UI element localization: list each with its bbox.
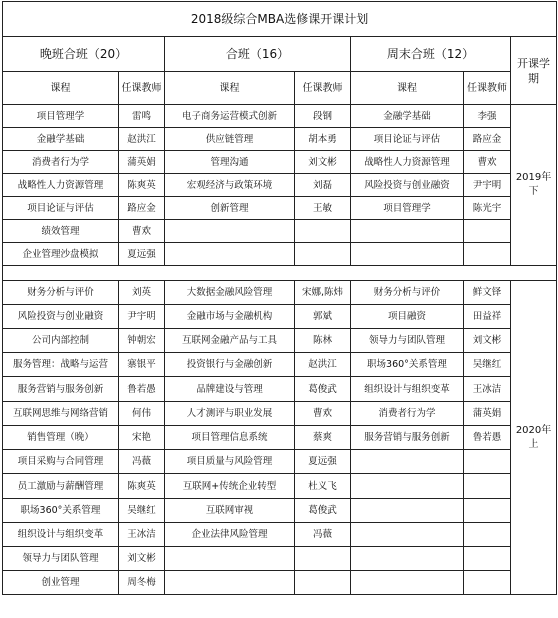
course-cell: 职场360°关系管理 <box>3 499 119 523</box>
semester-cell: 2020年上 <box>511 281 557 595</box>
teacher-cell: 路应金 <box>464 128 511 151</box>
teacher-cell <box>464 547 511 571</box>
teacher-cell: 尹宇明 <box>464 174 511 197</box>
spacer-row <box>3 266 557 281</box>
course-cell: 创业管理 <box>3 571 119 595</box>
course-cell: 投资银行与金融创新 <box>165 353 295 377</box>
teacher-cell <box>464 220 511 243</box>
teacher-cell <box>464 523 511 547</box>
group-evening: 晚班合班（20） <box>3 37 165 72</box>
teacher-cell <box>464 474 511 499</box>
teacher-cell: 冯薇 <box>119 450 165 474</box>
course-cell: 项目管理学 <box>351 197 464 220</box>
course-cell: 绩效管理 <box>3 220 119 243</box>
table-row <box>3 426 557 450</box>
course-cell <box>351 571 464 595</box>
course-cell <box>351 547 464 571</box>
course-cell <box>351 499 464 523</box>
teacher-header: 任课教师 <box>295 72 351 105</box>
course-cell: 项目论证与评估 <box>351 128 464 151</box>
table-row <box>3 281 557 305</box>
group-weekend: 周末合班（12） <box>351 37 511 72</box>
teacher-cell: 陈林 <box>295 329 351 353</box>
table-row <box>3 197 557 220</box>
teacher-cell <box>464 571 511 595</box>
table-row <box>3 353 557 377</box>
course-cell: 财务分析与评价 <box>3 281 119 305</box>
teacher-cell: 王冰洁 <box>464 377 511 402</box>
teacher-cell: 夏远强 <box>119 243 165 266</box>
teacher-cell: 周冬梅 <box>119 571 165 595</box>
course-cell: 消费者行为学 <box>3 151 119 174</box>
course-cell: 风险投资与创业融资 <box>351 174 464 197</box>
teacher-cell: 夏远强 <box>295 450 351 474</box>
course-cell: 企业管理沙盘模拟 <box>3 243 119 266</box>
table-row <box>3 243 557 266</box>
course-cell: 财务分析与评价 <box>351 281 464 305</box>
course-cell <box>351 474 464 499</box>
table-row <box>3 174 557 197</box>
course-cell: 金融市场与金融机构 <box>165 305 295 329</box>
course-cell: 宏观经济与政策环境 <box>165 174 295 197</box>
table-row <box>3 128 557 151</box>
teacher-cell: 曹欢 <box>464 151 511 174</box>
course-cell <box>165 571 295 595</box>
course-cell: 大数据金融风险管理 <box>165 281 295 305</box>
table-row <box>3 329 557 353</box>
teacher-cell: 陈爽英 <box>119 174 165 197</box>
teacher-cell: 陈爽英 <box>119 474 165 499</box>
course-cell: 风险投资与创业融资 <box>3 305 119 329</box>
table-row <box>3 450 557 474</box>
teacher-cell: 田益祥 <box>464 305 511 329</box>
teacher-cell: 郭斌 <box>295 305 351 329</box>
teacher-cell: 李强 <box>464 105 511 128</box>
course-cell <box>165 547 295 571</box>
teacher-cell: 钟朝宏 <box>119 329 165 353</box>
teacher-cell <box>464 499 511 523</box>
teacher-cell: 鲁若愚 <box>464 426 511 450</box>
course-header: 课程 <box>351 72 464 105</box>
course-cell: 员工激励与薪酬管理 <box>3 474 119 499</box>
table-row <box>3 571 557 595</box>
teacher-cell: 鲁若愚 <box>119 377 165 402</box>
table-row <box>3 474 557 499</box>
course-cell: 人才测评与职业发展 <box>165 402 295 426</box>
course-cell: 战略性人力资源管理 <box>3 174 119 197</box>
teacher-cell: 蔡爽 <box>295 426 351 450</box>
teacher-cell: 王敏 <box>295 197 351 220</box>
course-cell: 组织设计与组织变革 <box>3 523 119 547</box>
course-cell: 项目管理学 <box>3 105 119 128</box>
teacher-cell <box>295 547 351 571</box>
course-cell: 消费者行为学 <box>351 402 464 426</box>
course-cell <box>165 220 295 243</box>
spacer-cell <box>3 266 557 281</box>
course-cell: 项目融资 <box>351 305 464 329</box>
teacher-cell: 路应金 <box>119 197 165 220</box>
table-row <box>3 151 557 174</box>
teacher-cell: 寨银平 <box>119 353 165 377</box>
course-cell: 组织设计与组织变革 <box>351 377 464 402</box>
table-row <box>3 547 557 571</box>
teacher-cell: 杜义飞 <box>295 474 351 499</box>
course-plan-table <box>2 1 557 595</box>
course-cell: 品牌建设与管理 <box>165 377 295 402</box>
course-cell: 管理沟通 <box>165 151 295 174</box>
course-cell <box>165 243 295 266</box>
course-cell: 金融学基础 <box>351 105 464 128</box>
course-header: 课程 <box>165 72 295 105</box>
teacher-cell <box>295 571 351 595</box>
table-row <box>3 402 557 426</box>
course-cell: 职场360°关系管理 <box>351 353 464 377</box>
course-cell: 创新管理 <box>165 197 295 220</box>
course-cell: 供应链管理 <box>165 128 295 151</box>
course-cell: 项目管理信息系统 <box>165 426 295 450</box>
course-cell <box>351 220 464 243</box>
course-cell: 服务营销与服务创新 <box>351 426 464 450</box>
teacher-cell: 刘文彬 <box>295 151 351 174</box>
teacher-header: 任课教师 <box>464 72 511 105</box>
teacher-cell: 蒲英娟 <box>464 402 511 426</box>
course-cell: 互联网+传统企业转型 <box>165 474 295 499</box>
teacher-cell: 尹宇明 <box>119 305 165 329</box>
teacher-cell: 葛俊武 <box>295 499 351 523</box>
teacher-cell: 刘磊 <box>295 174 351 197</box>
course-cell: 领导力与团队管理 <box>3 547 119 571</box>
table-row <box>3 523 557 547</box>
teacher-cell: 鲜文铎 <box>464 281 511 305</box>
course-cell: 项目采购与合同管理 <box>3 450 119 474</box>
teacher-cell: 刘文彬 <box>119 547 165 571</box>
course-cell <box>351 243 464 266</box>
course-cell: 服务管理：战略与运营 <box>3 353 119 377</box>
teacher-cell: 何伟 <box>119 402 165 426</box>
course-cell: 互联网金融产品与工具 <box>165 329 295 353</box>
teacher-cell: 王冰洁 <box>119 523 165 547</box>
course-cell <box>351 450 464 474</box>
group-combined: 合班（16） <box>165 37 351 72</box>
teacher-cell <box>464 243 511 266</box>
teacher-cell: 胡本勇 <box>295 128 351 151</box>
course-cell: 企业法律风险管理 <box>165 523 295 547</box>
teacher-cell: 赵洪江 <box>295 353 351 377</box>
teacher-cell: 曹欢 <box>119 220 165 243</box>
table-row <box>3 220 557 243</box>
table-title: 2018级综合MBA选修课开课计划 <box>3 2 557 37</box>
teacher-cell <box>295 243 351 266</box>
table-row <box>3 305 557 329</box>
teacher-cell: 葛俊武 <box>295 377 351 402</box>
teacher-cell <box>464 450 511 474</box>
course-cell: 互联网思维与网络营销 <box>3 402 119 426</box>
teacher-cell: 宋娜,陈炜 <box>295 281 351 305</box>
table-row <box>3 499 557 523</box>
course-cell: 项目质量与风险管理 <box>165 450 295 474</box>
table-row <box>3 377 557 402</box>
course-cell: 互联网审视 <box>165 499 295 523</box>
teacher-cell: 蒲英娟 <box>119 151 165 174</box>
semester-header: 开课学期 <box>511 37 557 105</box>
teacher-cell: 宋艳 <box>119 426 165 450</box>
course-cell: 领导力与团队管理 <box>351 329 464 353</box>
teacher-cell: 冯薇 <box>295 523 351 547</box>
course-cell: 电子商务运营模式创新 <box>165 105 295 128</box>
course-cell: 项目论证与评估 <box>3 197 119 220</box>
teacher-cell: 吴继红 <box>464 353 511 377</box>
teacher-cell: 吴继红 <box>119 499 165 523</box>
teacher-header: 任课教师 <box>119 72 165 105</box>
teacher-cell: 陈光宇 <box>464 197 511 220</box>
teacher-cell: 刘英 <box>119 281 165 305</box>
course-cell: 战略性人力资源管理 <box>351 151 464 174</box>
semester-cell: 2019年下 <box>511 105 557 266</box>
course-cell <box>351 523 464 547</box>
teacher-cell: 曹欢 <box>295 402 351 426</box>
course-cell: 公司内部控制 <box>3 329 119 353</box>
teacher-cell: 段钢 <box>295 105 351 128</box>
course-header: 课程 <box>3 72 119 105</box>
course-cell: 金融学基础 <box>3 128 119 151</box>
teacher-cell <box>295 220 351 243</box>
course-cell: 服务营销与服务创新 <box>3 377 119 402</box>
teacher-cell: 雷鸣 <box>119 105 165 128</box>
teacher-cell: 赵洪江 <box>119 128 165 151</box>
course-cell: 销售管理（晚） <box>3 426 119 450</box>
teacher-cell: 刘文彬 <box>464 329 511 353</box>
table-row <box>3 105 557 128</box>
